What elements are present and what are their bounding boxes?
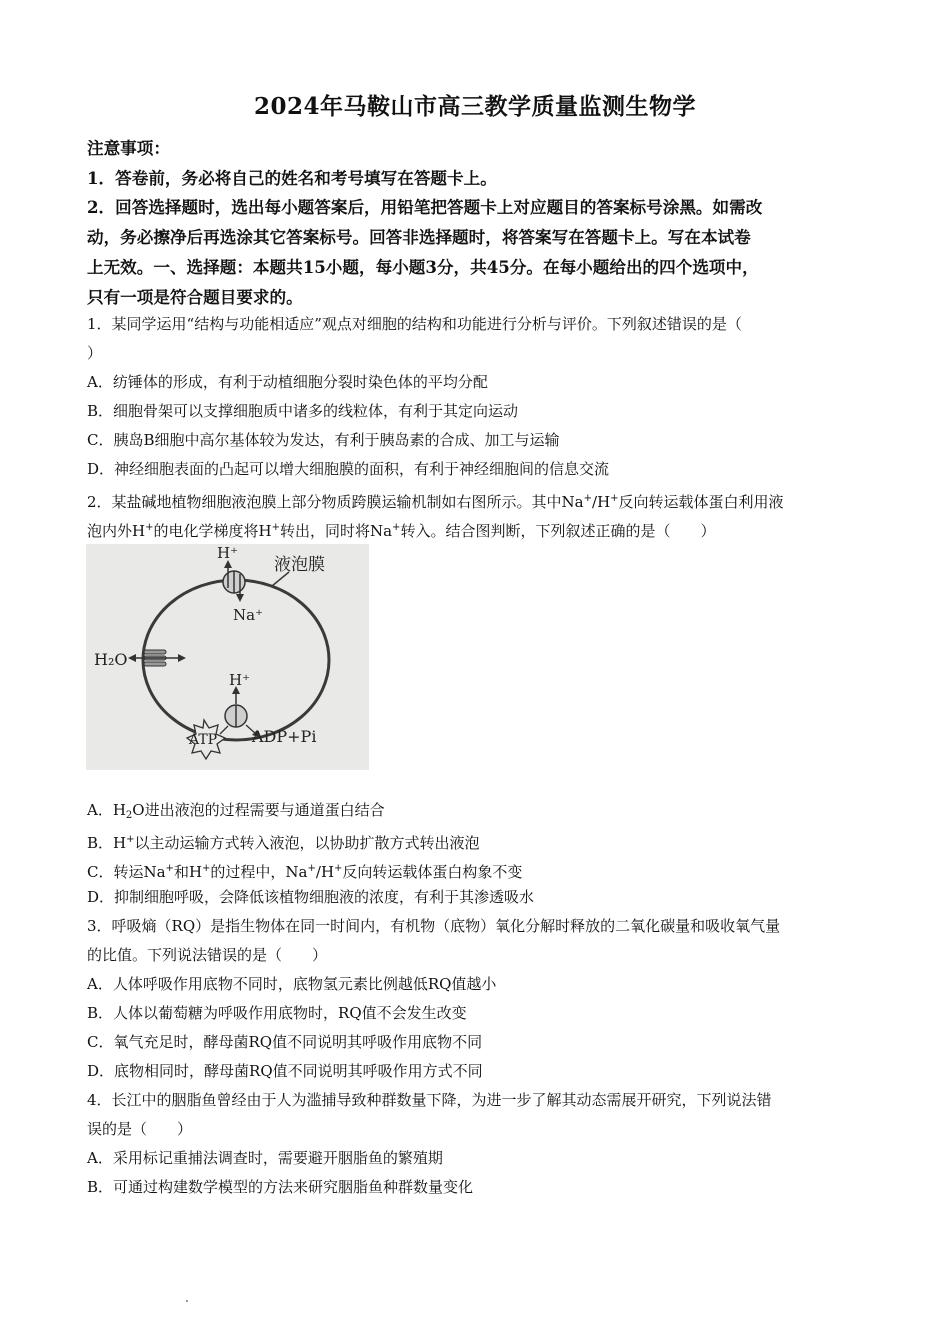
notice-item-1: 1．答卷前，务必将自己的姓名和考号填写在答题卡上。 bbox=[87, 168, 497, 188]
q1-option-c: C．胰岛B细胞中高尔基体较为发达，有利于胰岛素的合成、加工与运输 bbox=[87, 431, 560, 449]
page-title: 2024年马鞍山市高三教学质量监测生物学 bbox=[253, 93, 696, 120]
label-membrane: 液泡膜 bbox=[274, 555, 325, 575]
water-channel bbox=[144, 650, 166, 654]
q4-stem-line-2: 误的是（ ） bbox=[87, 1120, 193, 1138]
q1-option-b: B．细胞骨架可以支撑细胞质中诸多的线粒体，有利于其定向运动 bbox=[87, 402, 519, 420]
q2-option-c: C．转运Na+和H+的过程中，Na+/H+反向转运载体蛋白构象不变 bbox=[87, 863, 523, 881]
notice-item-2-line-3: 上无效。一、选择题：本题共15小题，每小题3分，共45分。在每小题给出的四个选项中， bbox=[87, 257, 759, 277]
notice-item-2-line-2: 动，务必擦净后再选涂其它答案标号。回答非选择题时，将答案写在答题卡上。写在本试卷 bbox=[87, 227, 751, 247]
q3-option-b: B．人体以葡萄糖为呼吸作用底物时，RQ值不会发生改变 bbox=[87, 1004, 467, 1022]
q3-stem-line-1: 3．呼吸熵（RQ）是指生物体在同一时间内，有机物（底物）氧化分解时释放的二氧化碳量和吸收氧气量 bbox=[87, 917, 781, 935]
q4-option-a: A．采用标记重捕法调查时，需要避开胭脂鱼的繁殖期 bbox=[87, 1149, 443, 1167]
q1-stem-line-1: 1．某同学运用“结构与功能相适应”观点对细胞的结构和功能进行分析与评价。下列叙述错误的是（ bbox=[87, 315, 742, 333]
label-atp: ATP bbox=[189, 732, 218, 748]
q3-stem-line-2: 的比值。下列说法错误的是（ ） bbox=[87, 946, 328, 964]
notice-item-2-line-1: 2．回答选择题时，选出每小题答案后，用铅笔把答题卡上对应题目的答案标号涂黑。如需改 bbox=[87, 197, 763, 217]
q4-option-b: B．可通过构建数学模型的方法来研究胭脂鱼种群数量变化 bbox=[87, 1178, 474, 1196]
notice-item-2-line-4: 只有一项是符合题目要求的。 bbox=[87, 287, 303, 307]
atp-to-pump-arrow bbox=[220, 726, 228, 734]
q1-stem-line-2: ） bbox=[87, 344, 103, 362]
notice-heading: 注意事项： bbox=[87, 138, 170, 158]
footer-dot bbox=[186, 1300, 188, 1302]
label-h-top: H⁺ bbox=[217, 544, 238, 562]
label-na: Na⁺ bbox=[233, 606, 263, 624]
q3-option-d: D．底物相同时，酵母菌RQ值不同说明其呼吸作用方式不同 bbox=[87, 1062, 483, 1080]
q1-option-d: D．神经细胞表面的凸起可以增大细胞膜的面积，有利于神经细胞间的信息交流 bbox=[87, 460, 610, 478]
vacuole-membrane-figure bbox=[86, 544, 369, 770]
q3-option-c: C．氧气充足时，酵母菌RQ值不同说明其呼吸作用底物不同 bbox=[87, 1033, 483, 1051]
q2-option-b: B．H+以主动运输方式转入液泡，以协助扩散方式转出液泡 bbox=[87, 834, 480, 852]
q4-stem-line-1: 4．长江中的胭脂鱼曾经由于人为滥捕导致种群数量下降，为进一步了解其动态需展开研究，下列说法错 bbox=[87, 1091, 772, 1109]
label-adp: ADP+Pi bbox=[252, 727, 317, 746]
q2-stem-line-1: 2．某盐碱地植物细胞液泡膜上部分物质跨膜运输机制如右图所示。其中Na+/H+反向转运载体蛋白利用液 bbox=[87, 493, 784, 511]
q2-stem-line-2: 泡内外H+的电化学梯度将H+转出，同时将Na+转入。结合图判断，下列叙述正确的是（ ） bbox=[87, 522, 716, 540]
label-h2o: H₂O bbox=[94, 650, 128, 669]
q1-option-a: A．纺锤体的形成，有利于动植细胞分裂时染色体的平均分配 bbox=[87, 373, 488, 391]
label-h-bottom: H⁺ bbox=[229, 671, 250, 689]
q2-option-d: D．抑制细胞呼吸，会降低该植物细胞液的浓度，有利于其渗透吸水 bbox=[87, 888, 535, 906]
q2-option-a: A．$H_2O$进出液泡的过程需要与通道蛋白结合 bbox=[87, 801, 385, 821]
q3-option-a: A．人体呼吸作用底物不同时，底物氢元素比例越低RQ值越小 bbox=[87, 975, 497, 993]
